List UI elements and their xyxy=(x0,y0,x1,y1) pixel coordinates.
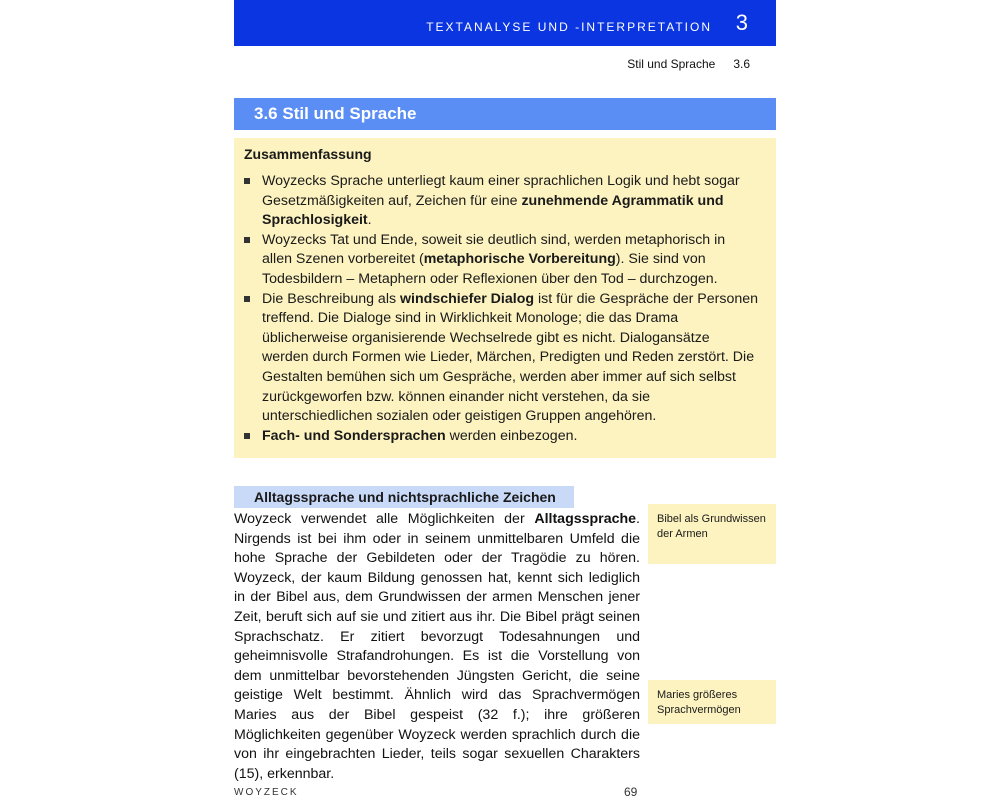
section-heading-band xyxy=(234,98,776,130)
summary-box xyxy=(234,138,776,458)
page-number: 69 xyxy=(624,785,638,799)
subsection-title: Alltagssprache und nichtsprachliche Zeichen xyxy=(254,489,556,505)
running-head-number: 3.6 xyxy=(733,57,750,71)
chapter-section-title: TEXTANALYSE UND -INTERPRETATION xyxy=(426,20,712,34)
summary-item-text-end: ist für die Gespräche der Personen treffend. Die Dialoge sind in Wirklichkeit Monologe; die das Drama üblicherweise organisierende Wechselrede gibt es nicht. Dialogansätze werden durch Formen wie Lieder, Märchen, Predigten und Reden zerstört. Die Gestalten bemühen sich um Gespräche, werden aber immer auf sich selbst zurückgeworfen bzw. können einander nicht verstehen, da sie unterschiedlichen sozialen oder geistigen Gruppen angehören. xyxy=(262,290,759,425)
margin-note: Maries größeres Sprachvermögen xyxy=(648,680,776,724)
body-text-rest: . Nirgends ist bei ihm oder in seinem unmittelbaren Umfeld die hohe Sprache der Gebildeten oder der Tragödie zu hören. Woyzeck, der kaum Bildung genossen hat, kennt sich lediglich in der Bibel aus, dem Grundwissen der armen Menschen jener Zeit, beruft sich auf sie und zitiert aus ihr. Die Bibel prägt seinen Sprachschatz. Er zitiert bevorzugt Todesahnungen und geheimnisvolle Strafandrohungen. Es ist die Vorstellung von dem unmittelbar bevorstehenden Jüngsten Gericht, die seine geistige Welt bestimmt. Ähnlich wird das Sprachvermögen Maries aus der Bibel gespeist (32 f.); ihre größeren Möglichkeiten gegenüber Woyzeck werden sprachlich durch die von ihr eingebrachten Lieder, teils sogar sexuellen Charakters (15), erkennbar. xyxy=(234,511,640,782)
body-paragraph xyxy=(234,510,640,784)
square-bullet-icon xyxy=(244,433,250,439)
summary-item-text-end: . xyxy=(367,212,372,229)
body-emphasis: Alltagssprache xyxy=(534,511,637,527)
chapter-header-bar xyxy=(234,0,776,46)
summary-item-text-end: ). Sie sind von Todesbildern – Metaphern oder Reflexionen über den Tod – durchzogen. xyxy=(262,251,718,287)
footer-book-title: WOYZECK xyxy=(234,787,299,798)
summary-item xyxy=(244,231,758,290)
summary-item-text: Die Beschreibung als xyxy=(262,290,401,307)
subsection-heading-band xyxy=(234,486,574,508)
summary-item-text-end: werden einbezogen. xyxy=(445,427,578,444)
square-bullet-icon xyxy=(244,296,250,302)
summary-item xyxy=(244,290,758,427)
running-head-text: Stil und Sprache xyxy=(627,57,716,71)
chapter-number: 3 xyxy=(735,10,748,35)
summary-list xyxy=(244,172,758,446)
summary-title: Zusammenfassung xyxy=(244,146,372,162)
summary-item-text: Woyzecks Sprache unterliegt kaum einer sprachlichen Logik und hebt sogar Gesetzmäßigkeiten auf, Zeichen für eine xyxy=(262,173,740,209)
running-head xyxy=(627,57,750,71)
square-bullet-icon xyxy=(244,178,250,184)
summary-item-emphasis: zunehmende Agrammatik und Sprachlosigkeit xyxy=(262,192,724,229)
square-bullet-icon xyxy=(244,237,250,243)
summary-item-emphasis: windschiefer Dialog xyxy=(400,290,535,307)
summary-item xyxy=(244,172,758,231)
summary-item-emphasis: Fach- und Sondersprachen xyxy=(262,427,446,444)
body-text-start: Woyzeck verwendet alle Möglichkeiten der xyxy=(234,511,535,527)
summary-item-emphasis: metaphorische Vorbereitung xyxy=(423,251,616,268)
section-title: 3.6 Stil und Sprache xyxy=(254,104,417,123)
summary-item xyxy=(244,427,758,447)
summary-item-text: Woyzecks Tat und Ende, soweit sie deutlich sind, werden metaphorisch in allen Szenen vorbereitet ( xyxy=(262,231,726,268)
margin-note: Bibel als Grundwissen der Armen xyxy=(648,504,776,564)
